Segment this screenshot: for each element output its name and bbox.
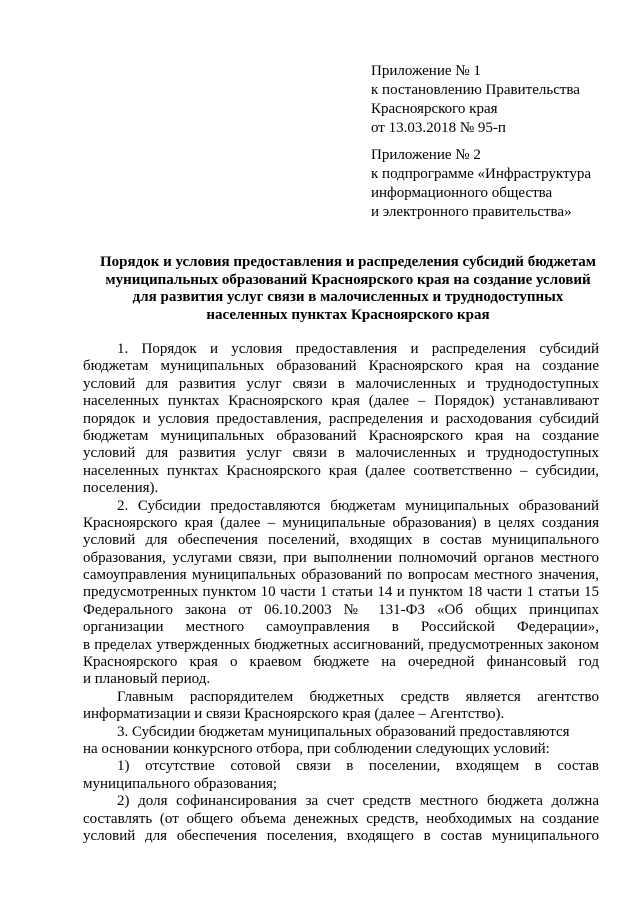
body-line: составлять (от общего объема денежных средств, необходимых на создание: [83, 810, 599, 827]
body-line: информатизации и связи Красноярского края (далее – Агентство).: [83, 706, 505, 723]
appendix-1-line: Красноярского края: [371, 101, 498, 117]
body-line: 2. Субсидии предоставляются бюджетам муниципальных образований: [117, 497, 599, 514]
body-line: Главным распорядителем бюджетных средств является агентство: [117, 688, 599, 705]
body-line: населенных пунктах Красноярского края (далее соответственно – субсидии,: [83, 462, 599, 479]
body-line: на основании конкурсного отбора, при соблюдении следующих условий:: [83, 740, 550, 757]
appendix-2-line: и электронного правительства»: [371, 204, 572, 220]
body-line: организации местного самоуправления в Российской Федерации»,: [83, 619, 599, 636]
appendix-1-line: к постановлению Правительства: [371, 82, 580, 98]
body-line: поселения).: [83, 480, 159, 497]
body-line: в пределах утвержденных бюджетных ассигнований, предусмотренных законом: [83, 636, 599, 653]
title-line: населенных пунктах Красноярского края: [206, 306, 490, 323]
body-line: предусмотренных пунктом 10 части 1 статьи 14 и пунктом 18 части 1 статьи 15: [83, 584, 599, 601]
body-line: Красноярского края (далее – муниципальные образования) в целях создания: [83, 514, 599, 531]
document-body: [83, 341, 599, 845]
body-line: Красноярского края о краевом бюджете на очередной финансовый год: [83, 654, 599, 671]
body-line: условий для развития услуг связи в малочисленных и труднодоступных: [83, 375, 599, 392]
body-line: порядок и условия предоставления, распределения и расходования субсидий: [83, 410, 599, 427]
body-line: условий для обеспечения поселений, входящих в состав муниципального: [83, 532, 599, 549]
body-line: 1) отсутствие сотовой связи в поселении, входящем в состав: [117, 758, 599, 775]
body-line: самоуправления муниципальных образований по вопросам местного значения,: [83, 567, 599, 584]
title-line: Порядок и условия предоставления и распределения субсидий бюджетам: [99, 254, 596, 270]
body-line: 1. Порядок и условия предоставления и распределения субсидий: [117, 341, 599, 357]
body-line: бюджетам муниципальных образований Красноярского края на создание: [83, 358, 599, 375]
appendix-1-line: от 13.03.2018 № 95-п: [371, 120, 506, 136]
body-line: условий для обеспечения поселения, входящего в состав муниципального: [83, 827, 599, 844]
appendix-2-line: Приложение № 2: [371, 147, 481, 163]
body-line: образования, услугами связи, при выполнении полномочий органов местного: [83, 549, 599, 566]
body-line: населенных пунктах Красноярского края (далее – Порядок) устанавливают: [83, 393, 599, 410]
body-line: бюджетам муниципальных образований Красноярского края на создание: [83, 427, 599, 444]
appendix-1-line: Приложение № 1: [371, 63, 481, 79]
body-line: и плановый период.: [83, 671, 211, 688]
appendix-2-line: к подпрограмме «Инфраструктура: [371, 166, 592, 182]
appendix-2-header: [371, 146, 621, 222]
body-line: Федерального закона от 06.10.2003 № 131-ФЗ «Об общих принципах: [83, 601, 599, 618]
document-title: [88, 254, 608, 324]
title-line: муниципальных образований Красноярского края на создание условий: [105, 271, 591, 288]
title-line: для развития услуг связи в малочисленных и труднодоступных: [132, 289, 564, 305]
body-line: муниципального образования;: [83, 775, 278, 792]
body-line: 2) доля софинансирования за счет средств местного бюджета должна: [117, 793, 599, 810]
body-line: условий для развития услуг связи в малочисленных и труднодоступных: [83, 445, 599, 462]
body-line: 3. Субсидии бюджетам муниципальных образований предоставляются: [117, 723, 570, 740]
appendix-2-line: информационного общества: [371, 185, 553, 201]
appendix-1-header: [371, 62, 621, 138]
